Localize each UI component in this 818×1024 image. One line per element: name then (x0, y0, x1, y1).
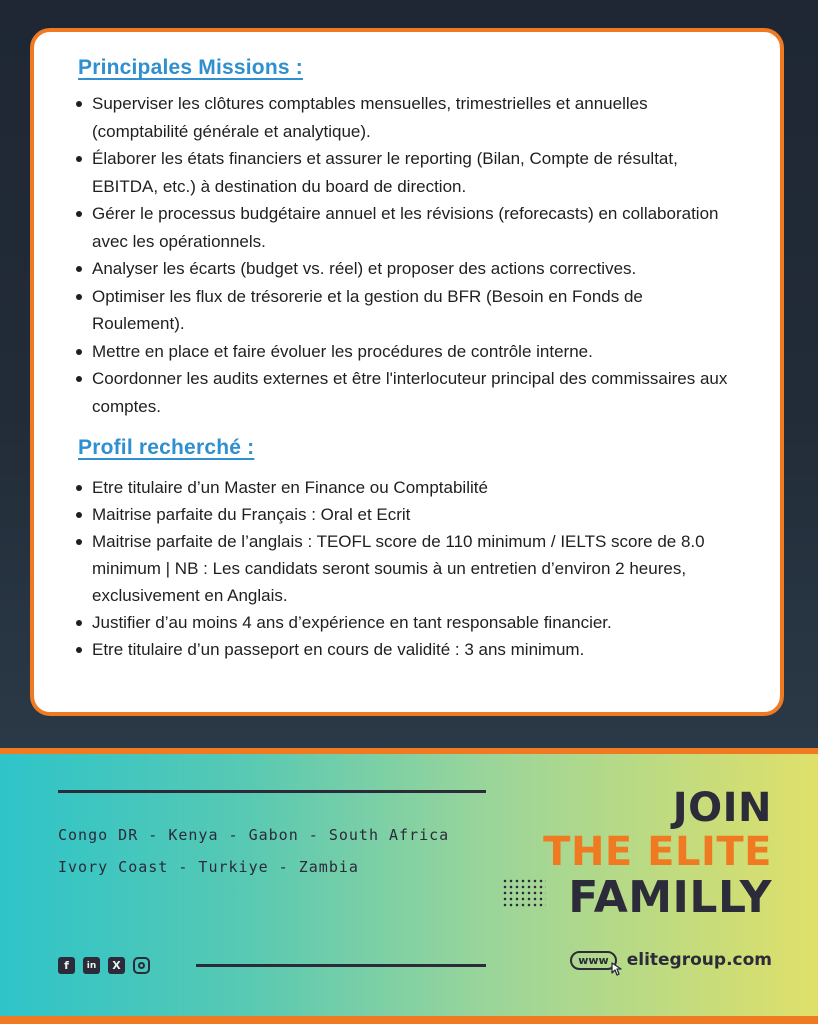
list-item: Mettre en place et faire évoluer les procédures de contrôle interne. (74, 338, 740, 366)
countries-line-2: Ivory Coast - Turkiye - Zambia (58, 858, 359, 876)
cursor-icon (611, 962, 623, 976)
x-icon[interactable]: X (108, 957, 125, 974)
elite-word: THE ELITE (543, 829, 772, 875)
www-label: www (578, 953, 609, 967)
facebook-icon[interactable]: f (58, 957, 75, 974)
list-item: Maitrise parfaite du Français : Oral et Ecrit (74, 501, 740, 528)
list-item: Etre titulaire d’un Master en Finance ou Comptabilité (74, 474, 740, 501)
divider-line (58, 790, 486, 793)
divider-line (196, 964, 486, 967)
list-item: Etre titulaire d’un passeport en cours de validité : 3 ans minimum. (74, 636, 740, 663)
list-item: Gérer le processus budgétaire annuel et les révisions (reforecasts) en collaboration avec les opérationnels. (74, 200, 740, 255)
list-item: Élaborer les états financiers et assurer le reporting (Bilan, Compte de résultat, EBITDA, etc.) à destination du board de direction. (74, 145, 740, 200)
orange-divider-bottom (0, 1016, 818, 1024)
dot-pattern (502, 878, 546, 908)
list-item: Coordonner les audits externes et être l'interlocuteur principal des commissaires aux comptes. (74, 365, 740, 420)
profile-list (74, 474, 740, 663)
list-item: Justifier d’au moins 4 ans d’expérience en tant responsable financier. (74, 609, 740, 636)
countries-line-1: Congo DR - Kenya - Gabon - South Africa (58, 826, 450, 844)
family-word: FAMILLY (568, 872, 772, 923)
missions-title: Principales Missions : (78, 56, 303, 79)
missions-list (74, 90, 740, 420)
linkedin-icon[interactable]: in (83, 957, 100, 974)
social-links (58, 957, 150, 974)
profile-title: Profil recherché : (78, 436, 255, 459)
website-link[interactable] (570, 950, 772, 970)
join-word: JOIN (672, 785, 772, 831)
join-slogan (543, 786, 772, 922)
list-item: Analyser les écarts (budget vs. réel) et proposer des actions correctives. (74, 255, 740, 283)
list-item: Superviser les clôtures comptables mensuelles, trimestrielles et annuelles (comptabilité générale et analytique). (74, 90, 740, 145)
list-item: Optimiser les flux de trésorerie et la gestion du BFR (Besoin en Fonds de Roulement). (74, 283, 740, 338)
list-item: Maitrise parfaite de l’anglais : TEOFL score de 110 minimum / IELTS score de 8.0 minimum | NB : Les candidats seront soumis à un entretien d’environ 2 heures, exclusivement en Anglais. (74, 528, 740, 609)
www-badge (570, 951, 617, 970)
footer-banner (0, 754, 818, 1016)
instagram-icon[interactable] (133, 957, 150, 974)
job-details-card (30, 28, 784, 716)
website-url[interactable]: elitegroup.com (626, 950, 772, 970)
